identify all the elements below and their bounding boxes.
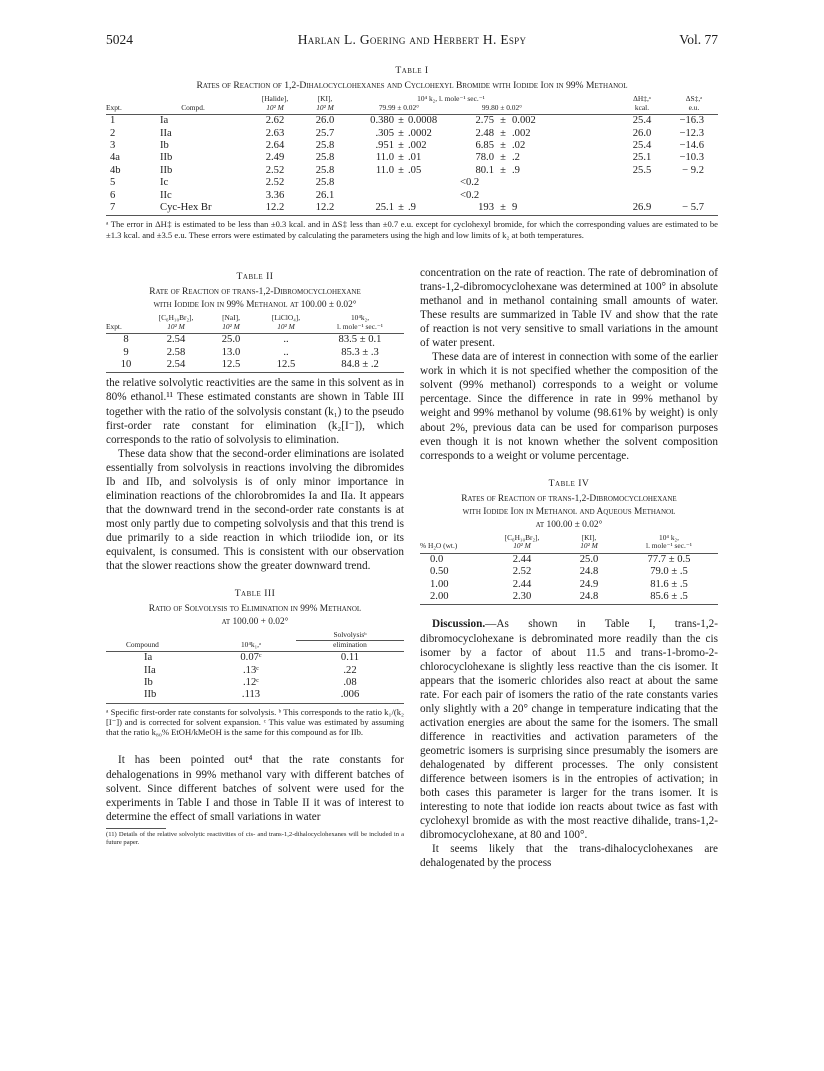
t1-halide-cell: 2.62 [265, 115, 285, 127]
plus-minus-sign: ± [398, 152, 404, 164]
t1-h-temp-100: 99.80 ± 0.02° [481, 102, 523, 112]
t2-liclo4-cell: .. [283, 346, 289, 358]
table-row [106, 140, 718, 152]
table-4-title-line-1: Rates of Reaction of trans-1,2-Dibromocyclohexane [461, 493, 677, 504]
t1-k2-100-cell: 6.85 [475, 140, 494, 151]
t1-k2-80-cell: .951 [375, 140, 394, 151]
t1-k2-80-cell: 0.380 [370, 115, 394, 127]
reference-rule [106, 828, 166, 829]
t1-halide-cell: 2.52 [265, 164, 285, 176]
t3-k1-cell: .113 [241, 689, 261, 701]
t1-compound-cell: Ib [160, 140, 169, 151]
t1-ds-cell: −14.6 [679, 140, 704, 151]
left-column [106, 270, 404, 848]
t4-water-cell: 1.00 [430, 578, 449, 590]
t1-k2-80-cell [348, 177, 394, 189]
t1-k2-100-cell: 2.75 [475, 115, 494, 127]
plus-minus-sign: ± [398, 115, 404, 127]
plus-minus-sign: ± [500, 164, 506, 176]
t2-expt-cell: 10 [120, 359, 132, 370]
t2-nai-cell: 12.5 [221, 359, 241, 370]
t4-h-c-a: [C₆H₁₀Br₂], [504, 532, 540, 542]
t1-ds-cell: − 5.7 [682, 202, 704, 214]
t1-expt-cell: 2 [110, 127, 116, 139]
reference-11: (11) Details of the relative solvolytic reactivities of cis- and trans-1,2-dihalocyclohexanes will be included in a future paper. [106, 830, 404, 847]
t4-dibromide-cell: 2.44 [512, 553, 532, 565]
left-paragraph-1: the relative solvolytic reactivities are the same in this solvent as in 80% ethanol.¹¹ These estimated constants are shown in Table III together with the ratio of the solvolysis constant (k₁) to the pseudo first-order rate constant for elimination (k₂[I⁻]), which corresponds to the ratio of solvolysis to elimination. [106, 377, 404, 446]
right-text-block-2 [420, 617, 718, 870]
plus-minus-sign [394, 177, 408, 189]
left-paragraph-3: It has been pointed out⁴ that the rate constants for dehalogenations in 99% methanol vary with different batches of solvent. Since different batches of solvent were used for the experiments in Table I and those in Table II it was of interest to determine the effect of small variations in water [106, 754, 404, 823]
right-column [420, 266, 718, 870]
t1-ds-cell: −12.3 [679, 127, 704, 139]
t1-k2-80-cell: .305 [375, 127, 394, 139]
t1-h-ki-a: [KI], [317, 94, 333, 103]
discussion-text: —As shown in Table I, trans-1,2-dibromocyclohexane is debrominated more readily than the cis isomer by a factor of about 11.5 and trans-1-bromo-2-chlorocyclohexane is slightly less reactive than the cis isomer. It appears that the isomeric chlorides also react at about the same rate. For each pair of isomers the ratio of the rate constants varies only slightly with a 20° change in temperature indicating that the activation energies are about the same for the isomers. The small difference in reactivities and activation parameters of the geometric isomers is surprising since presumably the isomers are dehalogenated by different processes. The only consistent difference between isomers is in the entropies of activation; in both cases this parameter is larger for the trans isomer. It is interesting to note that iodide ion reacts about twice as fast with cyclohexyl bromide as with the most reactive dihalide, trans-1,2-dibromocyclohexane, at 80 and 100°. [420, 618, 718, 842]
table-row [420, 591, 718, 603]
t1-ki-cell: 25.8 [315, 164, 335, 176]
t3-ratio-cell: 0.11 [340, 652, 360, 664]
t1-ds-cell [670, 190, 718, 202]
table-3-title-line-1: Ratio of Solvolysis to Elimination in 99% Methanol [148, 604, 362, 615]
t4-ki-cell: 24.8 [579, 591, 599, 603]
t3-compound-cell: Ia [144, 652, 153, 664]
t1-h-halide-b: 10² M [266, 102, 284, 112]
t1-k2-80-error-cell: 0.0008 [408, 115, 438, 127]
right-paragraph-1: concentration on the rate of reaction. The rate of debromination of trans-1,2-dibromocyclohexane was determined at 100° in absolute methanol and in methanol containing small amounts of water. These results are summarized in Table IV and show that the rate of reaction is not very sensitive to small variations in the amount of water present. [420, 267, 718, 350]
t1-k2-80-error-cell: .9 [408, 202, 416, 214]
plus-minus-sign: ± [500, 202, 506, 214]
t1-k2-100-error-cell: .2 [512, 152, 520, 164]
t1-k2-80-error-cell [408, 190, 450, 202]
t1-k2-100-cell: 193 [478, 202, 494, 214]
t1-k2-80-cell: 11.0 [375, 164, 394, 176]
t2-nai-cell: 13.0 [221, 346, 241, 358]
discussion-paragraph [420, 617, 718, 842]
t1-h-dh-a: ΔH‡,ᵃ [633, 94, 651, 103]
t3-h-k1: 10⁴k₁,ᵃ [240, 639, 262, 649]
t2-h-li-b: 10² M [277, 321, 295, 331]
table-1-label: Table I [395, 65, 429, 76]
t1-k2-100-error-cell [512, 177, 554, 189]
plus-minus-sign: ± [500, 140, 506, 151]
t3-compound-cell: IIa [144, 664, 156, 676]
table-row [106, 202, 718, 214]
t1-compound-cell: Ic [160, 177, 169, 189]
right-text-block-1 [420, 266, 718, 463]
t4-dibromide-cell: 2.52 [512, 566, 532, 578]
t1-k2-100-cell: 80.1 [475, 164, 494, 176]
plus-minus-sign [494, 190, 512, 202]
plus-minus-sign: ± [500, 152, 506, 164]
t1-k2-80-error-cell: .05 [408, 164, 422, 176]
table-row [106, 689, 404, 701]
t1-ki-cell: 26.1 [315, 189, 335, 201]
t1-dh-cell: 25.4 [632, 140, 652, 151]
t2-h-li-a: [LiClO₄], [271, 313, 301, 322]
table-1-footnote: ᵃ The error in ΔH‡ is estimated to be less than ±0.3 kcal. and in ΔS‡ less than ±0.7 e.u. except for cyclohexyl bromide, for which the corresponding values are estimated to be ±1.3 kcal. and ±3.5 e.u. These errors were estimated by calculating the parameters using the high and low limits of k₂ at both temperatures. [106, 219, 718, 240]
t1-halide-cell: 2.49 [265, 152, 285, 164]
t2-liclo4-cell: 12.5 [276, 359, 296, 370]
t2-k2-cell: 84.8 ± .2 [341, 359, 379, 370]
t1-compound-cell: Ia [160, 115, 169, 127]
t2-dibromide-cell: 2.58 [166, 346, 186, 358]
t1-dh-cell: 26.9 [632, 202, 652, 214]
t4-water-cell: 0.0 [430, 553, 444, 565]
table-row [106, 165, 718, 177]
plus-minus-sign [394, 190, 408, 202]
t3-compound-cell: Ib [144, 677, 153, 689]
t3-ratio-cell: .006 [340, 689, 360, 701]
right-paragraph-3: It seems likely that the trans-dihalocyclohexanes are dehalogenated by the process [420, 843, 718, 870]
t2-h-nai-a: [NaI], [222, 313, 240, 322]
t1-k2-80-cell: 25.1 [375, 202, 394, 214]
table-3 [106, 587, 404, 737]
table-row [106, 334, 404, 347]
t1-dh-cell [614, 177, 670, 189]
t3-ratio-cell: .22 [343, 664, 357, 676]
t1-h-compd: Compd. [181, 102, 205, 112]
t1-compound-cell: IIc [160, 189, 172, 201]
t1-h-ds-a: ΔS‡,ᵃ [685, 94, 703, 103]
plus-minus-sign: ± [398, 140, 404, 151]
t4-h-c-b: 10² M [513, 541, 531, 551]
t2-k2-cell: 83.5 ± 0.1 [338, 334, 382, 346]
t1-h-dh-b: kcal. [634, 102, 650, 112]
right-paragraph-2: These data are of interest in connection with some of the earlier work in which it is not specified whether the composition of the solvent (99% methanol) corresponds to a weight or volume percentage. Since the difference in rate in 99% methanol by weight and 99% methanol by volume (98.61% by weight) is only about 2%, previous data can be used for comparison purposes even though it is not known whether the solvent composition corresponds to a weight or volume percentage. [420, 351, 718, 462]
t1-ds-cell: −10.3 [679, 152, 704, 164]
t3-k1-cell: .12ᶜ [243, 677, 259, 689]
t1-dh-cell: 25.1 [632, 152, 652, 164]
t4-dibromide-cell: 2.30 [512, 591, 532, 603]
discussion-heading: Discussion. [432, 618, 486, 631]
t4-k2-cell: 77.7 ± 0.5 [647, 553, 691, 565]
t1-ds-cell [670, 177, 718, 189]
t1-h-expt: Expt. [106, 102, 122, 112]
table-row [106, 677, 404, 689]
t1-k2-80-cell: 11.0 [375, 152, 394, 164]
t1-h-ds-b: e.u. [688, 102, 700, 112]
t1-ki-cell: 26.0 [315, 115, 335, 127]
t4-dibromide-cell: 2.44 [512, 578, 532, 590]
t2-liclo4-cell: .. [283, 334, 289, 346]
t4-h-water: % H₂O (wt.) [420, 541, 458, 551]
plus-minus-sign: ± [500, 127, 506, 139]
table-row [420, 579, 718, 591]
plus-minus-sign: ± [398, 202, 404, 214]
t3-compound-cell: IIb [144, 689, 157, 701]
t2-h-c-b: 10² M [167, 321, 185, 331]
t1-k2-80-error-cell: .0002 [408, 127, 432, 139]
t1-k2-100-cell: <0.2 [460, 189, 480, 201]
left-text-block-1 [106, 376, 404, 573]
table-row [106, 347, 404, 359]
t1-ds-cell: − 9.2 [682, 164, 704, 176]
t1-h-k2: 10⁴ k₂, l. mole⁻¹ sec.⁻¹ [417, 94, 485, 103]
plus-minus-sign: ± [398, 164, 404, 176]
table-row [106, 359, 404, 371]
t1-expt-cell: 5 [110, 177, 116, 189]
running-header [106, 32, 718, 50]
t1-compound-cell: IIa [160, 127, 172, 139]
t1-halide-cell: 2.64 [265, 140, 285, 151]
t1-expt-cell: 3 [110, 140, 116, 151]
t4-k2-cell: 85.6 ± .5 [650, 591, 688, 603]
t4-water-cell: 2.00 [430, 591, 449, 603]
t2-h-k-b: l. mole⁻¹ sec.⁻¹ [337, 321, 383, 331]
volume-label: Vol. 77 [679, 32, 718, 47]
t1-expt-cell: 4b [110, 164, 121, 176]
t4-h-k-a: 10⁴ k₂, [659, 532, 679, 542]
table-row [420, 566, 718, 578]
table-row [106, 190, 718, 202]
t1-halide-cell: 2.63 [265, 127, 285, 139]
t1-k2-80-error-cell: .01 [408, 152, 422, 164]
t4-k2-cell: 81.6 ± .5 [650, 578, 688, 590]
t1-expt-cell: 4a [110, 152, 120, 164]
t2-dibromide-cell: 2.54 [166, 334, 186, 346]
t3-ratio-cell: .08 [343, 677, 357, 689]
t2-k2-cell: 85.3 ± .3 [341, 346, 379, 358]
table-3-label: Table III [234, 588, 276, 600]
t1-h-halide-a: [Halide], [261, 94, 289, 103]
t1-compound-cell: IIb [160, 164, 173, 176]
table-row [106, 652, 404, 665]
t1-k2-100-error-cell: .9 [512, 164, 520, 176]
plus-minus-sign [494, 177, 512, 189]
t1-k2-100-error-cell: .002 [512, 127, 531, 139]
left-paragraph-2: These data show that the second-order eliminations are isolated essentially from solvolysis in reactions involving the dibromides Ib and IIb, and solvolysis is of only minor importance in elimination reactions of the chlorobromides Ia and IIa. It appears that the downward trend in the second-order rate constants is at most only partly due to competing solvolysis and that this trend is due primarily to a side reaction in which triiodide ion, or its equivalent, is consumed. This is consistent with our observation that the slower reactions show the greater downward trend. [106, 447, 404, 573]
t1-ds-cell: −16.3 [679, 115, 704, 127]
t1-ki-cell: 25.8 [315, 152, 335, 164]
t4-h-k-b: l. mole⁻¹ sec.⁻¹ [646, 541, 692, 551]
t2-nai-cell: 25.0 [221, 334, 241, 346]
t1-halide-cell: 12.2 [265, 202, 285, 214]
t1-dh-cell [614, 190, 670, 202]
table-row [420, 553, 718, 566]
t1-k2-100-error-cell: .02 [512, 140, 526, 151]
t3-h-ratio-b: elimination [296, 640, 404, 649]
plus-minus-sign: ± [500, 115, 506, 127]
table-4-label: Table IV [548, 477, 590, 489]
author-line: Harlan L. Goering and Herbert H. Espy [297, 32, 527, 47]
t1-expt-cell: 6 [110, 189, 116, 201]
t4-ki-cell: 24.8 [579, 566, 599, 578]
table-3-grid [106, 631, 404, 704]
table-2-title-line-1: Rate of Reaction of trans-1,2-Dibromocyclohexane [149, 287, 361, 297]
table-4-grid [420, 534, 718, 606]
t1-k2-100-error-cell [512, 190, 554, 202]
t2-expt-cell: 9 [123, 346, 129, 358]
t1-compound-cell: Cyc-Hex Br [160, 202, 212, 214]
table-3-footnote: ᵃ Specific first-order rate constants for solvolysis. ᵇ This corresponds to the ratio k₁/(k₂ [I⁻]) and is corrected for solvent expansion. ᶜ This value was estimated by assuming that the ratio k₈₀% EtOH/kMeOH is the same for this compound as for IIb. [106, 706, 404, 738]
t4-h-ki-b: 10² M [580, 541, 598, 551]
table-2-label: Table II [236, 271, 274, 282]
table-row [106, 177, 718, 189]
t4-k2-cell: 79.0 ± .5 [650, 566, 688, 578]
t4-ki-cell: 25.0 [579, 553, 599, 565]
t3-h-ratio-a: Solvolysisᵇ [333, 630, 367, 640]
t1-h-temp-80: 79.99 ± 0.02° [378, 102, 420, 112]
t1-k2-100-cell: <0.2 [460, 177, 480, 189]
left-text-block-2 [106, 753, 404, 823]
table-2-grid [106, 314, 404, 373]
t1-dh-cell: 25.5 [632, 164, 652, 176]
table-row [106, 152, 718, 164]
table-row [106, 115, 718, 128]
t2-dibromide-cell: 2.54 [166, 359, 186, 370]
t1-h-ki-b: 10² M [316, 102, 334, 112]
t1-k2-80-cell [348, 190, 394, 202]
t1-ki-cell: 25.8 [315, 140, 335, 151]
table-4 [420, 477, 718, 606]
t4-h-ki-a: [KI], [581, 532, 597, 542]
t2-h-expt: Expt. [106, 321, 122, 331]
t1-ki-cell: 12.2 [315, 202, 335, 214]
t2-expt-cell: 8 [123, 334, 129, 346]
t3-h-compound: Compound [126, 639, 159, 649]
table-row [106, 665, 404, 677]
table-1-grid [106, 95, 718, 216]
table-row [106, 128, 718, 140]
t2-h-c-a: [C₆H₁₀Br₂], [158, 313, 194, 322]
t1-compound-cell: IIb [160, 152, 173, 164]
t1-expt-cell: 1 [110, 115, 116, 127]
table-4-title-line-3: at 100.00 ± 0.02° [535, 519, 603, 530]
t1-ki-cell: 25.8 [315, 177, 335, 189]
t1-halide-cell: 2.52 [265, 177, 285, 189]
table-3-title-line-2: at 100.00 + 0.02° [221, 617, 289, 628]
t1-dh-cell: 25.4 [632, 115, 652, 127]
t1-dh-cell: 26.0 [632, 127, 652, 139]
page-number: 5024 [106, 32, 133, 47]
t1-k2-80-error-cell [408, 177, 450, 189]
t3-k1-cell: 0.07ᶜ [240, 652, 262, 664]
table-2 [106, 270, 404, 373]
t4-ki-cell: 24.9 [579, 578, 599, 590]
t1-expt-cell: 7 [110, 202, 116, 214]
t3-k1-cell: .13ᶜ [243, 664, 259, 676]
t1-k2-100-error-cell: 9 [512, 202, 518, 214]
table-2-title-line-2: with Iodide Ion in 99% Methanol at 100.00 ± 0.02° [153, 300, 357, 310]
t2-h-k-a: 10⁴k₂, [350, 313, 370, 322]
t1-k2-80-error-cell: .002 [408, 140, 427, 151]
table-1-title: Rates of Reaction of 1,2-Dihalocyclohexanes and Cyclohexyl Bromide with Iodide Ion in 99% Methanol [196, 80, 628, 91]
table-1 [106, 64, 718, 240]
t1-k2-100-error-cell: 0.002 [512, 115, 536, 127]
plus-minus-sign: ± [398, 127, 404, 139]
table-4-title-line-2: with Iodide Ion in Methanol and Aqueous Methanol [462, 506, 676, 517]
t1-halide-cell: 3.36 [265, 189, 285, 201]
t2-h-nai-b: 10² M [222, 321, 240, 331]
t4-water-cell: 0.50 [430, 566, 449, 578]
t1-k2-100-cell: 78.0 [475, 152, 494, 164]
t1-ki-cell: 25.7 [315, 127, 335, 139]
t1-k2-100-cell: 2.48 [475, 127, 494, 139]
